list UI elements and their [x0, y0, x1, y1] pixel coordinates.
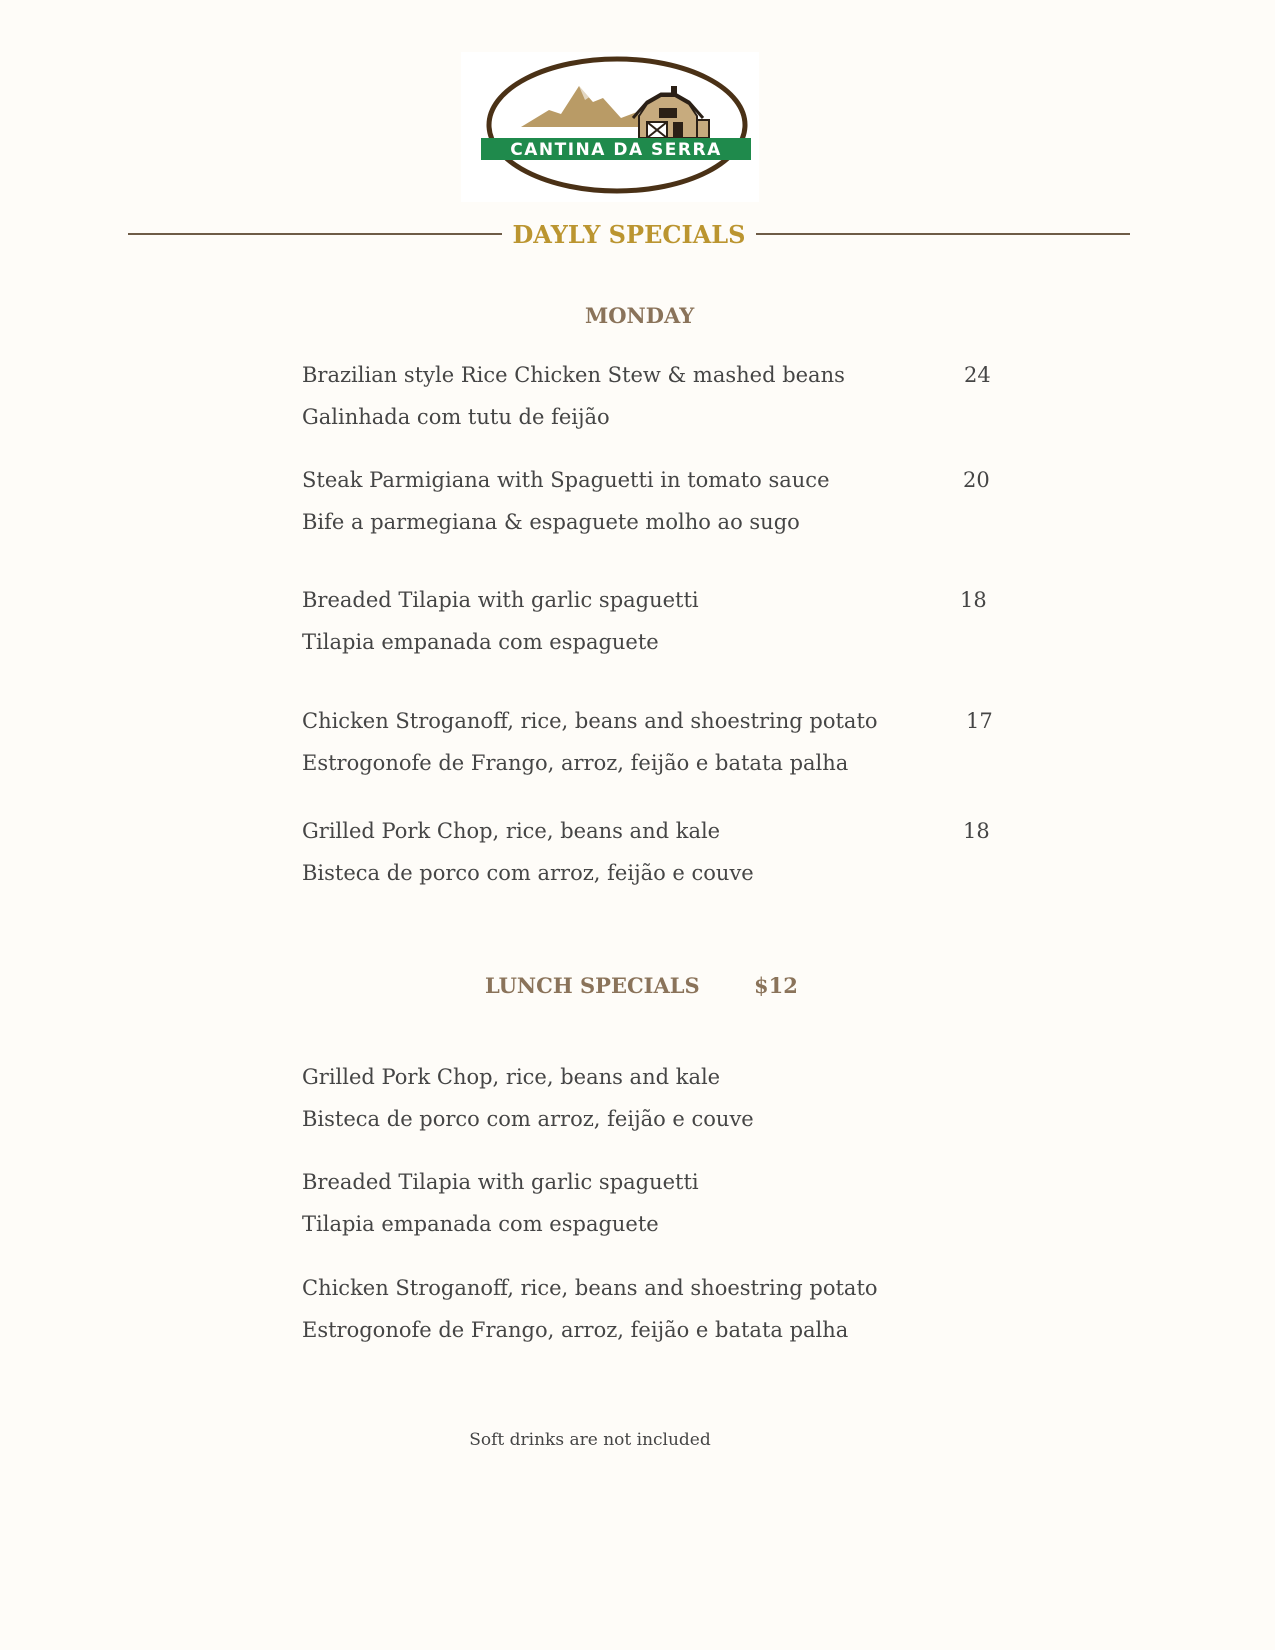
menu-item [302, 817, 1022, 887]
menu-item [302, 361, 1022, 431]
menu-item-english: Breaded Tilapia with garlic spaguetti [302, 1170, 699, 1194]
lunch-specials-heading: LUNCH SPECIALS [485, 973, 700, 998]
menu-item-portuguese: Tilapia empanada com espaguete [302, 1212, 659, 1236]
monday-heading: MONDAY [585, 303, 695, 328]
mountain-barn-logo-icon [461, 52, 759, 202]
menu-item-price: 17 [966, 709, 993, 733]
menu-item-english: Brazilian style Rice Chicken Stew & mashed beans [302, 363, 845, 387]
logo-text: CANTINA DA SERRA [510, 140, 722, 160]
menu-item-portuguese: Galinhada com tutu de feijão [302, 405, 610, 429]
menu-item-price: 24 [964, 363, 991, 387]
menu-item [302, 1274, 1022, 1344]
restaurant-logo [461, 52, 759, 202]
menu-item [302, 586, 1022, 656]
menu-item-portuguese: Bisteca de porco com arroz, feijão e couve [302, 1107, 754, 1131]
lunch-specials-price: $12 [754, 973, 798, 998]
menu-item-english: Steak Parmigiana with Spaguetti in tomato sauce [302, 468, 830, 492]
menu-item [302, 707, 1022, 777]
menu-item-english: Breaded Tilapia with garlic spaguetti [302, 588, 699, 612]
menu-item-english: Grilled Pork Chop, rice, beans and kale [302, 1065, 721, 1089]
menu-item-portuguese: Estrogonofe de Frango, arroz, feijão e batata palha [302, 751, 849, 775]
menu-item-price: 18 [963, 819, 990, 843]
menu-item [302, 1063, 1022, 1133]
menu-item-portuguese: Estrogonofe de Frango, arroz, feijão e batata palha [302, 1318, 849, 1342]
menu-item [302, 1168, 1022, 1238]
menu-item-portuguese: Tilapia empanada com espaguete [302, 630, 659, 654]
menu-item-english: Grilled Pork Chop, rice, beans and kale [302, 819, 721, 843]
menu-item-portuguese: Bisteca de porco com arroz, feijão e couve [302, 861, 754, 885]
title-rule-right [756, 233, 1130, 235]
menu-item-english: Chicken Stroganoff, rice, beans and shoestring potato [302, 1276, 878, 1300]
menu-item-portuguese: Bife a parmegiana & espaguete molho ao sugo [302, 510, 800, 534]
menu-item-english: Chicken Stroganoff, rice, beans and shoestring potato [302, 709, 878, 733]
title-rule-left [128, 233, 502, 235]
menu-title-row [128, 214, 1130, 254]
menu-item-price: 20 [963, 468, 990, 492]
menu-item-price: 18 [960, 588, 987, 612]
menu-title: DAYLY SPECIALS [512, 219, 746, 249]
menu-item [302, 466, 1022, 536]
footnote: Soft drinks are not included [469, 1430, 711, 1450]
